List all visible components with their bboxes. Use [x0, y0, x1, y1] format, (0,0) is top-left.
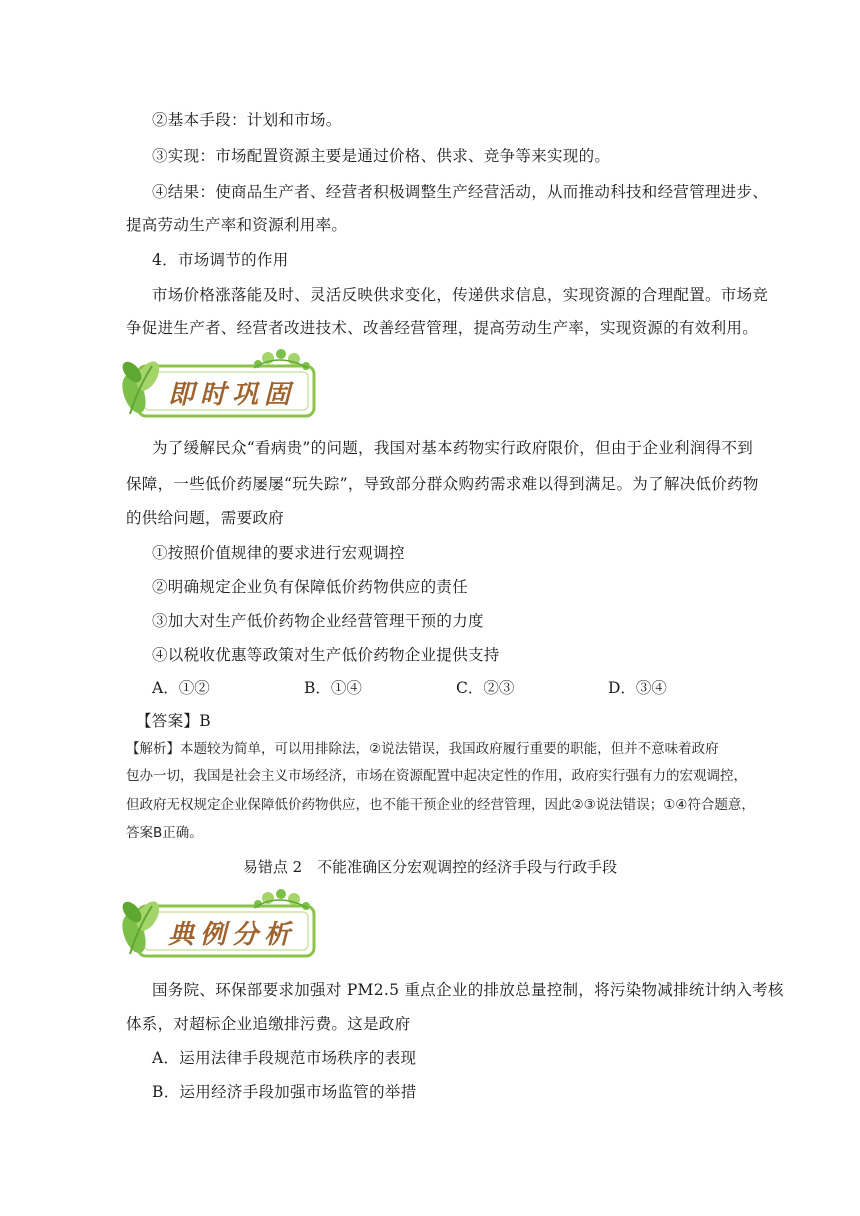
paragraph-line: ③实现：市场配置资源主要是通过价格、供求、竞争等来实现的。	[152, 147, 611, 165]
answer-option-a: A．①②	[152, 679, 210, 697]
question-item: ②明确规定企业负有保障低价药物供应的责任	[152, 578, 469, 596]
answer-option-a: A．运用法律手段规范市场秩序的表现	[152, 1049, 417, 1067]
question-item: ③加大对生产低价药物企业经营管理干预的力度	[152, 612, 484, 630]
paragraph-line: ②基本手段：计划和市场。	[152, 111, 342, 129]
paragraph-line: ④结果：使商品生产者、经营者积极调整生产经营活动，从而推动科技和经营管理进步、	[152, 183, 769, 201]
question-item: ①按照价值规律的要求进行宏观调控	[152, 544, 405, 562]
question-item: ④以税收优惠等政策对生产低价药物企业提供支持	[152, 646, 500, 664]
paragraph-line: 争促进生产者、经营者改进技术、改善经营管理，提高劳动生产率，实现资源的有效利用。	[126, 319, 759, 337]
analysis-line: 包办一切，我国是社会主义市场经济，市场在资源配置中起决定性的作用，政府实行强有力的宏观调控，	[126, 768, 747, 784]
question-stem-line: 保障，一些低价药屡屡“玩失踪”，导致部分群众购药需求难以得到满足。为了解决低价药物	[126, 475, 759, 493]
answer-option-b: B．运用经济手段加强市场监管的举措	[152, 1083, 417, 1101]
section-banner-example	[118, 888, 318, 960]
answer-key: 【答案】B	[136, 712, 211, 730]
paragraph-line: 市场价格涨落能及时、灵活反映供求变化，传递供求信息，实现资源的合理配置。市场竞	[152, 286, 769, 304]
question-stem-line: 体系，对超标企业追缴排污费。这是政府	[126, 1015, 411, 1033]
paragraph-line: 提高劳动生产率和资源利用率。	[126, 216, 348, 234]
section-banner-consolidate	[118, 348, 318, 420]
paragraph-line: 4．市场调节的作用	[152, 251, 289, 269]
question-stem-line: 国务院、环保部要求加强对 PM2.5 重点企业的排放总量控制，将污染物减排统计纳入考核	[152, 981, 784, 999]
answer-option-d: D．③④	[608, 679, 667, 697]
question-stem-line: 为了缓解民众“看病贵”的问题，我国对基本药物实行政府限价，但由于企业利润得不到	[152, 439, 754, 457]
banner-title: 即时巩固	[168, 380, 297, 410]
analysis-line: 【解析】本题较为简单，可以用排除法，②说法错误，我国政府履行重要的职能，但并不意味着政府	[126, 741, 719, 757]
answer-option-b: B．①④	[304, 679, 362, 697]
banner-title: 典例分析	[168, 920, 297, 950]
question-stem-line: 的供给问题，需要政府	[126, 509, 285, 527]
section-title: 易错点 2 不能准确区分宏观调控的经济手段与行政手段	[242, 858, 618, 876]
analysis-line: 答案B正确。	[126, 825, 203, 841]
analysis-line: 但政府无权规定企业保障低价药物供应，也不能干预企业的经营管理，因此②③说法错误；①④符合题意，	[126, 797, 755, 813]
answer-option-c: C．②③	[456, 679, 515, 697]
